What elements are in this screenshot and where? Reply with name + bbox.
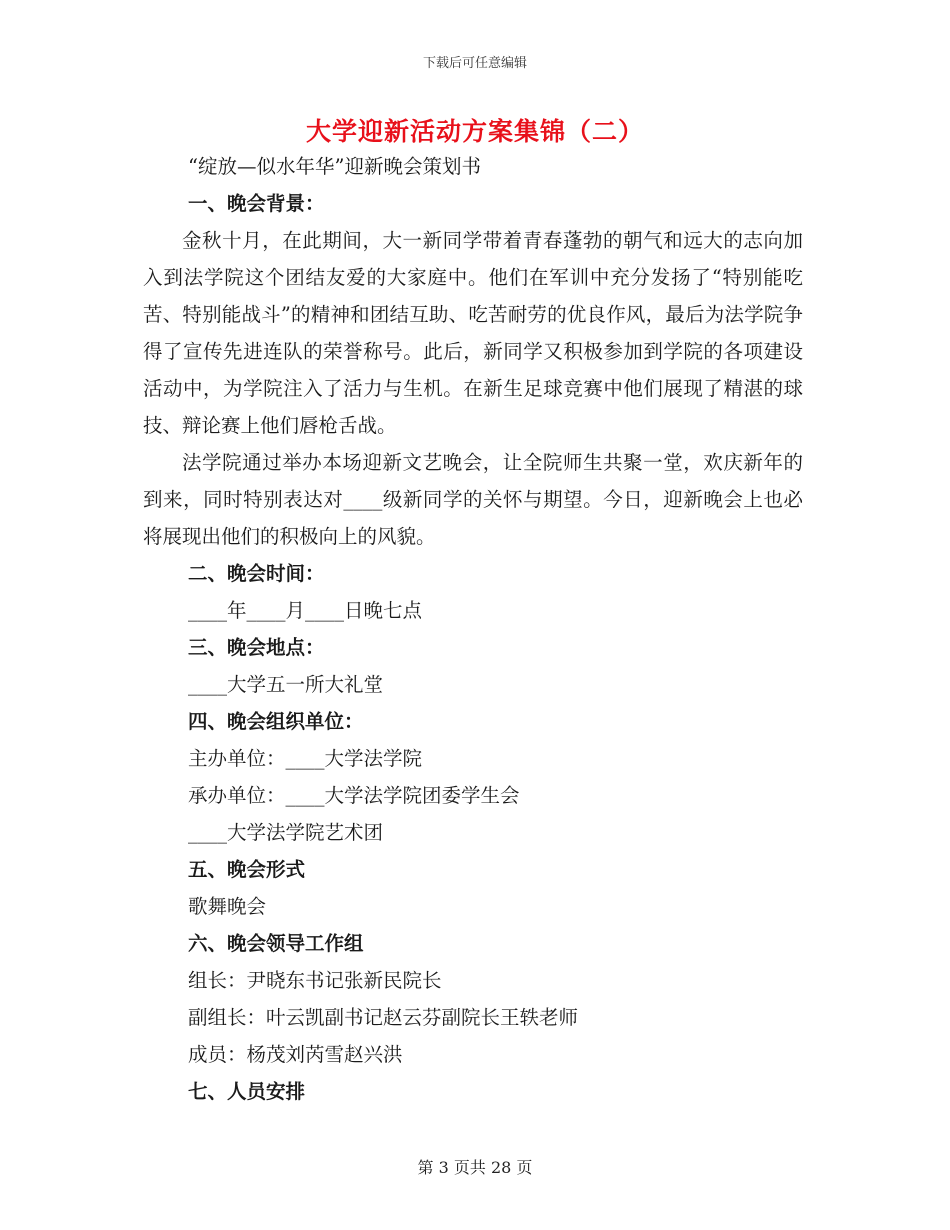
- background-paragraph-2: 法学院通过举办本场迎新文艺晚会，让全院师生共聚一堂，欢庆新年的到来，同时特别表达对____级新同学的关怀与期望。今日，迎新晚会上也必将展现出他们的积极向上的风貌。: [143, 451, 803, 548]
- section-heading-time: 二、晚会时间：: [188, 562, 325, 585]
- section-heading-leadership: 六、晚会领导工作组: [188, 932, 364, 955]
- deputy-leader: 副组长：叶云凯副书记赵云芬副院长王轶老师: [188, 1006, 579, 1029]
- subtitle: “绽放—似水年华”迎新晚会策划书: [188, 155, 481, 178]
- page-header-note: 下载后可任意编辑: [422, 56, 527, 71]
- time-text: ____年____月____日晚七点: [188, 599, 423, 622]
- host-unit: 主办单位：____大学法学院: [188, 747, 423, 770]
- background-paragraph-1: 金秋十月，在此期间，大一新同学带着青春蓬勃的朝气和远大的志向加入到法学院这个团结友爱的大家庭中。他们在军训中充分发扬了“特别能吃苦、特别能战斗”的精神和团结互助、吃苦耐劳的优良作风，最后为法学院争得了宣传先进连队的荣誉称号。此后，新同学又积极参加到学院的各项建设活动中，为学院注入了活力与生机。在新生足球竞赛中他们展现了精湛的球技、辩论赛上他们唇枪舌战。: [143, 229, 803, 437]
- art-troupe: ____大学法学院艺术团: [188, 821, 384, 844]
- section-heading-format: 五、晚会形式: [188, 858, 306, 881]
- section-heading-staffing: 七、人员安排: [188, 1080, 306, 1103]
- section-heading-organizers: 四、晚会组织单位：: [188, 710, 364, 733]
- section-heading-venue: 三、晚会地点：: [188, 636, 325, 659]
- venue-text: ____大学五一所大礼堂: [188, 673, 384, 696]
- format-text: 歌舞晚会: [188, 895, 267, 918]
- section-heading-background: 一、晚会背景：: [188, 192, 325, 215]
- document-body: [143, 148, 803, 1110]
- page-number: 第 3 页共 28 页: [417, 1158, 533, 1177]
- document-title: 大学迎新活动方案集锦（二）: [305, 117, 644, 146]
- group-members: 成员：杨茂刘芮雪赵兴洪: [188, 1043, 403, 1066]
- organizer-unit: 承办单位：____大学法学院团委学生会: [188, 784, 520, 807]
- group-leader: 组长：尹晓东书记张新民院长: [188, 969, 442, 992]
